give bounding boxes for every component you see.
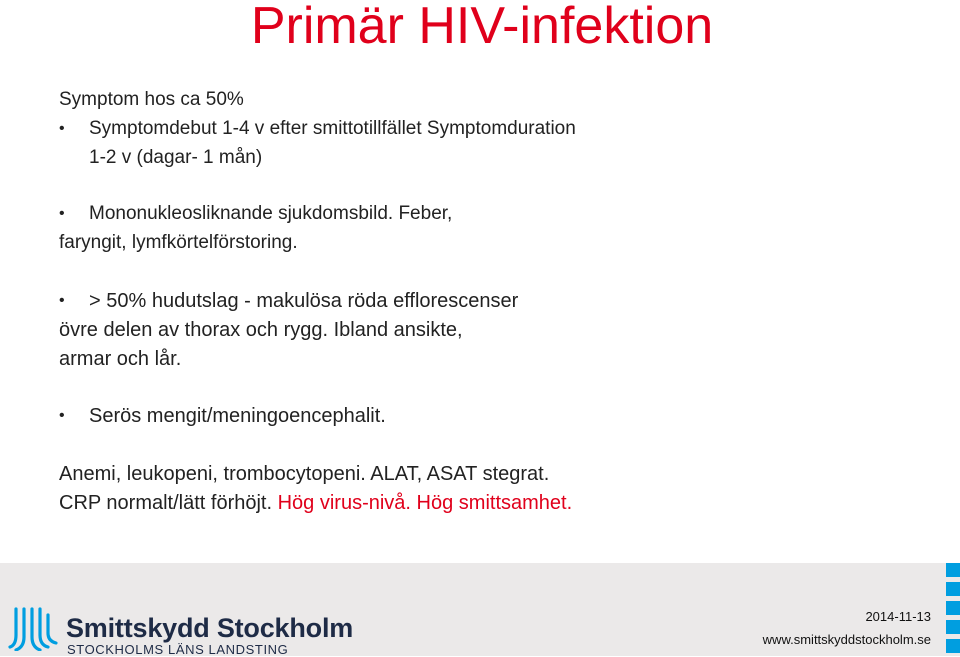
bullet-icon: • [59,292,65,309]
website-link[interactable]: www.smittskyddstockholm.se [762,632,931,647]
bullet-text: > 50% hudutslag - makulösa röda efflorescenser [89,290,519,312]
brand-subtitle: STOCKHOLMS LÄNS LANDSTING [67,642,289,657]
highlight-text: Hög virus-nivå. Hög smittsamhet. [277,492,573,514]
text-line: övre delen av thorax och rygg. Ibland ansikte, [59,319,463,341]
text-line: Symptom hos ca 50% [59,89,244,110]
footer-bar [0,563,960,656]
brand-name: Smittskydd Stockholm [66,613,354,643]
text-line: Anemi, leukopeni, trombocytopeni. ALAT, ASAT stegrat. [59,463,550,485]
smittskydd-logo-icon [8,607,60,651]
text-line: faryngit, lymfkörtelförstoring. [59,232,298,253]
text-segment: CRP normalt/lätt förhöjt. [59,492,273,514]
decorative-squares-icon [944,563,960,656]
text-line: armar och lår. [59,348,182,370]
slide-title-text: Primär HIV-infektion [250,0,714,55]
slide-title [0,0,960,54]
bullet-text: Symptomdebut 1-4 v efter smittotillfället Symptomduration [89,118,576,139]
bullet-text: Mononukleosliknande sjukdomsbild. Feber, [89,203,453,224]
text-line: 1-2 v (dagar- 1 mån) [89,147,263,168]
bullet-icon: • [59,407,65,424]
slide-date: 2014-11-13 [865,609,931,624]
text-line [59,491,572,515]
bullet-icon: • [59,205,65,222]
bullet-text: Serös mengit/meningoencephalit. [89,405,386,427]
bullet-icon: • [59,120,65,137]
